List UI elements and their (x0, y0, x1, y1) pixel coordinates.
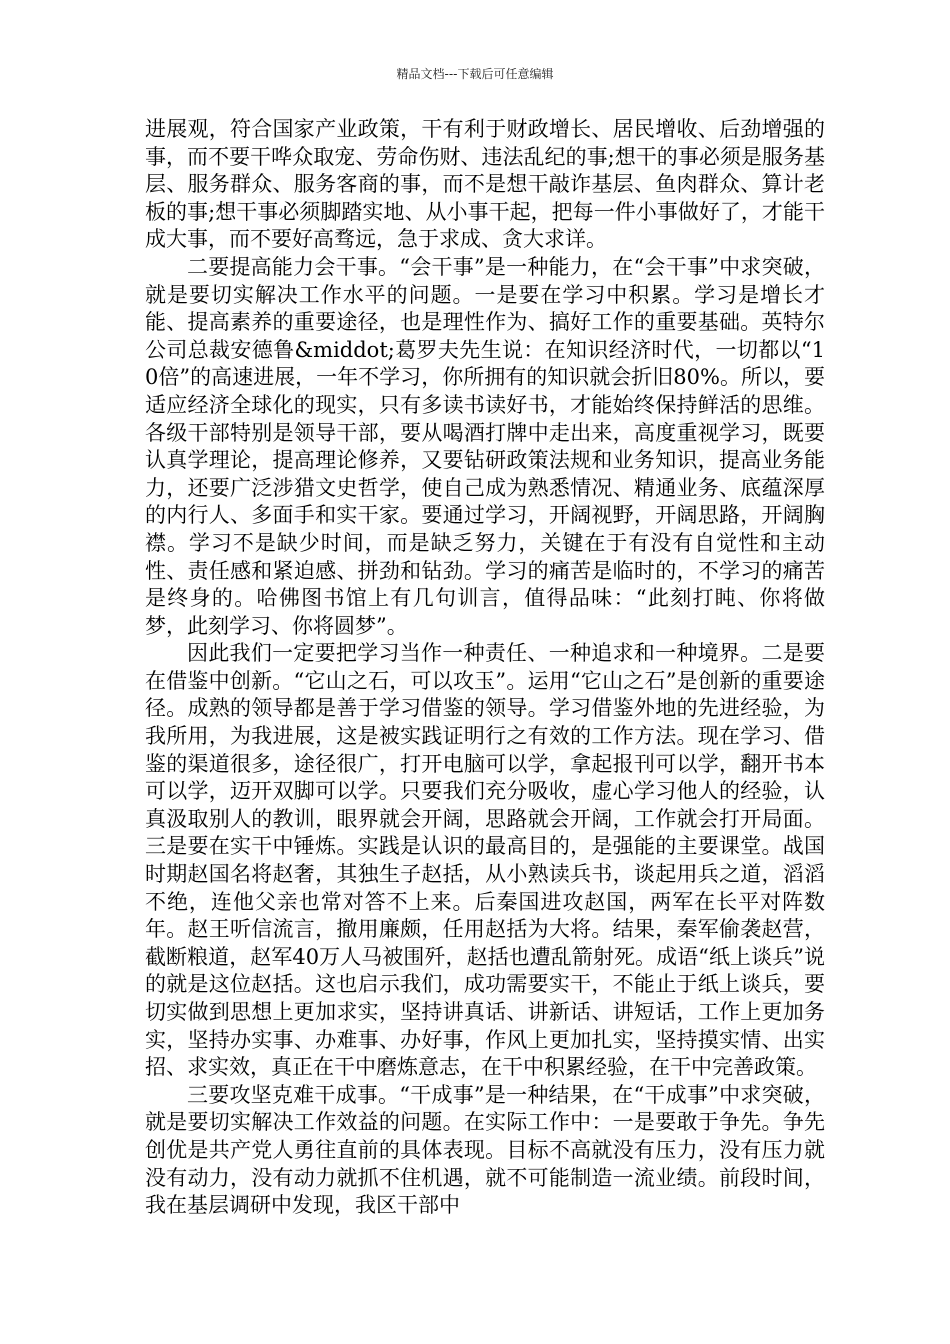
paragraph-4: 三要攻坚克难干成事。“干成事”是一种结果，在“干成事”中求突破，就是要切实解决工作效益的问题。在实际工作中：一是要敢于争先。争先创优是共产党人勇往直前的具体表现。目标不高就没有压力，没有压力就没有动力，没有动力就抓不住机遇，就不可能制造一流业绩。前段时间，我在基层调研中发现，我区干部中 (145, 1082, 825, 1218)
document-body (145, 116, 825, 1220)
paragraph-3: 因此我们一定要把学习当作一种责任、一种追求和一种境界。二是要在借鉴中创新。“它山之石，可以攻玉”。运用“它山之石”是创新的重要途径。成熟的领导都是善于学习借鉴的领导。学习借鉴外地的先进经验，为我所用，为我进展，这是被实践证明行之有效的工作方法。现在学习、借鉴的渠道很多，途径很广，打开电脑可以学，拿起报刊可以学，翻开书本可以学，迈开双脚可以学。只要我们充分吸收，虚心学习他人的经验，认真汲取别人的教训，眼界就会开阔，思路就会开阔，工作就会打开局面。三是要在实干中锤炼。实践是认识的最高目的，是强能的主要课堂。战国时期赵国名将赵奢，其独生子赵括，从小熟读兵书，谈起用兵之道，滔滔不绝，连他父亲也常对答不上来。后秦国进攻赵国，两军在长平对阵数年。赵王听信流言，撤用廉颇，任用赵括为大将。结果，秦军偷袭赵营，截断粮道，赵军40万人马被围歼，赵括也遭乱箭射死。成语“纸上谈兵”说的就是这位赵括。这也启示我们，成功需要实干，不能止于纸上谈兵，要切实做到思想上更加求实，坚持讲真话、讲新话、讲短话，工作上更加务实，坚持办实事、办难事、办好事，作风上更加扎实，坚持摸实情、出实招、求实效，真正在干中磨炼意志，在干中积累经验，在干中完善政策。 (145, 641, 825, 1080)
paragraph-2: 二要提高能力会干事。“会干事”是一种能力，在“会干事”中求突破，就是要切实解决工作水平的问题。一是要在学习中积累。学习是增长才能、提高素养的重要途径，也是理性作为、搞好工作的重要基础。英特尔公司总裁安德鲁&middot;葛罗夫先生说：在知识经济时代，一切都以“10倍”的高速进展，一年不学习，你所拥有的知识就会折旧80%。所以，要适应经济全球化的现实，只有多读书读好书，才能始终保持鲜活的思维。各级干部特别是领导干部，要从喝酒打牌中走出来，高度重视学习，既要认真学理论，提高理论修养，又要钻研政策法规和业务知识，提高业务能力，还要广泛涉猎文史哲学，使自己成为熟悉情况、精通业务、底蕴深厚的内行人、多面手和实干家。要通过学习，开阔视野，开阔思路，开阔胸襟。学习不是缺少时间，而是缺乏努力，关键在于有没有自觉性和主动性、责任感和紧迫感、拼劲和钻劲。学习的痛苦是临时的，不学习的痛苦是终身的。哈佛图书馆上有几句训言，值得品味：“此刻打盹、你将做梦，此刻学习、你将圆梦”。 (145, 254, 825, 638)
page-header: 精品文档---下载后可任意编辑 (396, 67, 554, 81)
paragraph-1: 进展观，符合国家产业政策，干有利于财政增长、居民增收、后劲增强的事，而不要干哗众取宠、劳命伤财、违法乱纪的事;想干的事必须是服务基层、服务群众、服务客商的事，而不是想干敲诈基层、鱼肉群众、算计老板的事;想干事必须脚踏实地、从小事干起，把每一件小事做好了，才能干成大事，而不要好高骛远，急于求成、贪大求详。 (145, 117, 825, 252)
